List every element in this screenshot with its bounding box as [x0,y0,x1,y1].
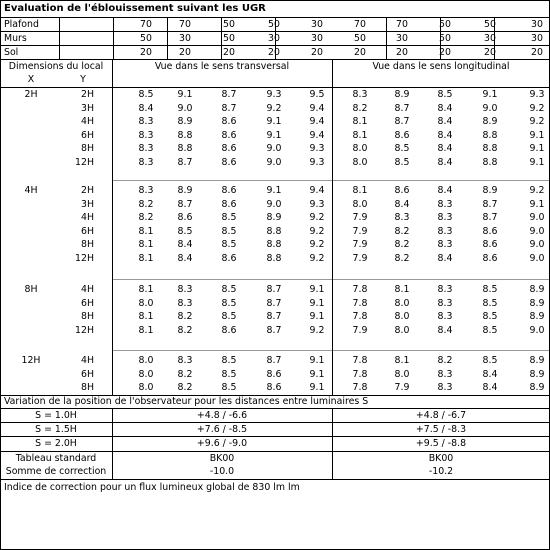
ugr-value-transversal: 9.2 [309,225,325,237]
ugr-value-transversal: 8.1 [138,284,154,295]
ugr-value-transversal: 8.3 [138,116,154,128]
ugr-value-longitudinal: 9.3 [529,89,545,100]
ugr-value-longitudinal: 8.3 [437,212,453,224]
correction-sum-label: Somme de correction [5,466,107,477]
ugr-value-transversal: 8.7 [221,89,237,100]
header-col-divider [59,17,60,59]
ugr-value-transversal: 8.3 [177,284,193,295]
variation-title-rule [1,408,549,409]
ugr-value-longitudinal: 8.0 [352,198,368,210]
variation-longitudinal: +7.5 / -8.3 [415,424,467,435]
ugr-value-longitudinal: 9.2 [529,185,545,196]
ugr-value-longitudinal: 8.4 [437,324,453,336]
group-x-label: 4H [24,185,38,196]
ugr-value-transversal: 8.7 [177,198,193,210]
ugr-value-transversal: 9.4 [309,185,325,196]
ugr-value-longitudinal: 8.0 [394,368,410,380]
ugr-value-transversal: 8.6 [221,198,237,210]
ugr-value-transversal: 8.8 [177,129,193,141]
row-y-label: 2H [80,185,94,196]
header-value: 20 [354,47,366,58]
ugr-value-transversal: 9.1 [309,368,325,380]
ugr-value-longitudinal: 8.3 [394,212,410,224]
ugr-value-longitudinal: 8.5 [482,284,498,295]
header-value: 30 [484,33,496,44]
header-value: 70 [179,19,191,30]
ugr-value-transversal: 8.4 [138,102,154,114]
ugr-value-longitudinal: 8.0 [394,311,410,323]
ugr-value-longitudinal: 9.0 [529,324,545,336]
ugr-value-longitudinal: 8.2 [437,355,453,366]
ugr-value-longitudinal: 8.9 [529,355,545,366]
ugr-value-transversal: 9.1 [309,311,325,323]
ugr-value-transversal: 9.2 [309,253,325,264]
ugr-value-longitudinal: 8.8 [482,157,498,168]
transversal-left-divider [112,59,113,395]
row-y-label: 12H [75,253,94,264]
ugr-value-transversal: 8.3 [177,297,193,309]
ugr-value-transversal: 8.6 [221,143,237,155]
ugr-value-transversal: 9.3 [309,198,325,210]
header-value: 20 [484,47,496,58]
ugr-value-longitudinal: 8.3 [437,297,453,309]
header-value: 50 [439,33,451,44]
ugr-value-transversal: 8.9 [177,116,193,128]
ugr-value-transversal: 8.5 [177,225,193,237]
ugr-value-transversal: 8.0 [138,355,154,366]
ugr-value-longitudinal: 8.9 [529,297,545,309]
ugr-value-transversal: 9.1 [177,89,193,100]
ugr-value-longitudinal: 8.2 [394,253,410,264]
variation-transversal: +4.8 / -6.6 [196,410,248,421]
correction-sum-transversal: -10.0 [209,466,235,477]
ugr-value-transversal: 8.7 [177,157,193,168]
ugr-value-transversal: 8.1 [138,253,154,264]
variation-label: S = 2.0H [35,438,77,449]
ugr-value-longitudinal: 7.9 [394,382,410,394]
ugr-value-transversal: 9.1 [309,297,325,309]
ugr-value-transversal: 8.9 [177,185,193,196]
ugr-value-longitudinal: 8.1 [352,116,368,128]
header-value: 50 [484,19,496,30]
ugr-value-longitudinal: 8.5 [437,89,453,100]
correction-sum-longitudinal: -10.2 [428,466,454,477]
ugr-value-transversal: 8.8 [177,143,193,155]
ugr-value-transversal: 8.2 [138,212,154,224]
ugr-value-longitudinal: 8.6 [482,225,498,237]
ugr-value-longitudinal: 8.0 [352,143,368,155]
longitudinal-left-divider [332,59,333,395]
ugr-value-transversal: 9.1 [266,185,282,196]
ugr-value-transversal: 8.3 [138,185,154,196]
row-y-label: 8H [80,143,94,155]
ugr-value-transversal: 9.3 [266,89,282,100]
ugr-value-transversal: 9.0 [266,198,282,210]
ugr-value-longitudinal: 7.8 [352,368,368,380]
row-y-label: 8H [80,311,94,323]
ugr-value-longitudinal: 9.0 [529,212,545,224]
header-row-label: Murs [4,33,27,44]
ugr-value-transversal: 8.2 [177,324,193,336]
ugr-value-transversal: 8.8 [266,253,282,264]
ugr-value-transversal: 9.1 [266,116,282,128]
header-col-divider [167,17,168,59]
ugr-value-longitudinal: 8.7 [482,198,498,210]
header-value: 70 [396,19,408,30]
ugr-value-transversal: 8.1 [138,311,154,323]
ugr-value-transversal: 8.6 [221,185,237,196]
ugr-value-transversal: 8.6 [221,157,237,168]
ugr-value-longitudinal: 8.0 [394,297,410,309]
header-value: 20 [311,47,323,58]
ugr-value-longitudinal: 8.9 [529,382,545,394]
ugr-value-transversal: 8.1 [138,324,154,336]
ugr-value-longitudinal: 8.7 [394,116,410,128]
ugr-value-longitudinal: 8.5 [482,324,498,336]
row-y-label: 8H [80,382,94,394]
ugr-value-longitudinal: 8.4 [394,198,410,210]
ugr-value-transversal: 9.5 [309,89,325,100]
ugr-value-transversal: 8.0 [138,382,154,394]
row-y-label: 2H [80,89,94,100]
ugr-value-transversal: 9.1 [309,355,325,366]
header-value: 20 [179,47,191,58]
row-y-label: 12H [75,324,94,336]
ugr-value-longitudinal: 8.3 [437,368,453,380]
ugr-value-longitudinal: 8.4 [437,102,453,114]
ugr-value-longitudinal: 7.9 [352,253,368,264]
ugr-value-transversal: 8.5 [221,311,237,323]
ugr-value-longitudinal: 8.4 [482,382,498,394]
ugr-value-transversal: 9.0 [266,143,282,155]
ugr-value-transversal: 9.4 [309,102,325,114]
header-col-divider [440,17,441,59]
row-y-label: 6H [80,297,94,309]
ugr-value-transversal: 8.3 [138,157,154,168]
dimensions-label: Dimensions du local [8,61,104,72]
ugr-value-transversal: 8.6 [221,324,237,336]
ugr-value-transversal: 9.4 [309,129,325,141]
ugr-value-longitudinal: 8.2 [394,225,410,237]
ugr-value-longitudinal: 9.0 [482,102,498,114]
ugr-value-transversal: 9.0 [266,157,282,168]
ugr-value-longitudinal: 8.9 [529,284,545,295]
header-col-divider [113,17,114,59]
ugr-value-transversal: 8.7 [266,297,282,309]
ugr-value-longitudinal: 9.0 [529,239,545,251]
header-value: 30 [268,33,280,44]
group-separator [112,180,332,181]
ugr-value-longitudinal: 9.1 [529,129,545,141]
ugr-value-longitudinal: 7.9 [352,225,368,237]
ugr-value-longitudinal: 8.5 [482,311,498,323]
ugr-value-transversal: 8.4 [177,239,193,251]
ugr-value-longitudinal: 7.8 [352,311,368,323]
ugr-value-longitudinal: 8.4 [437,129,453,141]
table-title: Evaluation de l'éblouissement suivant les UGR [4,3,266,14]
ugr-value-transversal: 8.5 [221,297,237,309]
standard-table-transversal: BK00 [209,453,235,464]
header-row-label: Plafond [4,19,39,30]
ugr-value-transversal: 9.2 [309,239,325,251]
ugr-value-transversal: 9.2 [309,324,325,336]
row-y-label: 4H [80,284,94,295]
variation-left-divider [112,408,113,479]
ugr-value-longitudinal: 8.5 [482,297,498,309]
ugr-value-longitudinal: 8.4 [437,143,453,155]
ugr-value-transversal: 8.5 [221,239,237,251]
ugr-value-transversal: 8.5 [138,89,154,100]
ugr-value-longitudinal: 8.3 [437,284,453,295]
ugr-value-longitudinal: 8.0 [352,157,368,168]
x-label: X [27,74,35,85]
header-value: 50 [354,33,366,44]
header-value: 70 [354,19,366,30]
ugr-value-transversal: 8.5 [221,284,237,295]
ugr-value-longitudinal: 8.9 [482,185,498,196]
ugr-value-longitudinal: 8.9 [394,89,410,100]
header-value: 50 [439,19,451,30]
ugr-value-longitudinal: 8.6 [482,253,498,264]
variation-label: S = 1.5H [35,424,77,435]
ugr-value-transversal: 8.7 [221,102,237,114]
ugr-value-transversal: 8.7 [266,355,282,366]
ugr-value-longitudinal: 9.0 [529,225,545,237]
header-col-divider [275,17,276,59]
header-value: 20 [223,47,235,58]
ugr-value-longitudinal: 8.5 [482,355,498,366]
ugr-value-transversal: 9.4 [309,116,325,128]
ugr-value-transversal: 8.9 [266,212,282,224]
ugr-value-longitudinal: 8.5 [394,157,410,168]
ugr-value-longitudinal: 8.6 [394,129,410,141]
group-separator [332,279,549,280]
ugr-value-longitudinal: 7.8 [352,382,368,394]
row-y-label: 6H [80,225,94,237]
ugr-value-longitudinal: 8.1 [352,185,368,196]
row-y-label: 6H [80,368,94,380]
footer-note: Indice de correction pour un flux lumineux global de 830 lm lm [4,482,300,493]
ugr-value-transversal: 9.3 [309,157,325,168]
ugr-value-longitudinal: 7.8 [352,297,368,309]
ugr-value-longitudinal: 8.7 [394,102,410,114]
ugr-value-transversal: 8.3 [138,129,154,141]
ugr-value-longitudinal: 9.0 [529,253,545,264]
header-value: 50 [223,19,235,30]
ugr-value-longitudinal: 8.1 [352,129,368,141]
ugr-value-longitudinal: 9.1 [482,89,498,100]
ugr-value-longitudinal: 8.4 [437,185,453,196]
header-value: 70 [140,19,152,30]
ugr-value-longitudinal: 7.9 [352,324,368,336]
ugr-value-transversal: 9.2 [309,212,325,224]
ugr-value-transversal: 8.3 [177,355,193,366]
standard-table-longitudinal: BK00 [428,453,454,464]
ugr-value-longitudinal: 8.6 [394,185,410,196]
ugr-value-transversal: 8.5 [221,368,237,380]
ugr-value-longitudinal: 8.6 [482,239,498,251]
ugr-value-transversal: 9.1 [266,129,282,141]
ugr-value-transversal: 8.6 [221,129,237,141]
ugr-value-longitudinal: 8.8 [482,129,498,141]
group-separator [112,279,332,280]
row-y-label: 4H [80,212,94,224]
ugr-value-transversal: 8.3 [138,143,154,155]
header-value: 50 [140,33,152,44]
ugr-value-transversal: 9.2 [266,102,282,114]
header-value: 20 [439,47,451,58]
header-value: 50 [223,33,235,44]
ugr-value-transversal: 9.1 [309,382,325,394]
ugr-value-longitudinal: 9.2 [529,116,545,128]
header-value: 30 [531,33,543,44]
ugr-value-transversal: 8.1 [138,239,154,251]
ugr-value-transversal: 8.0 [138,297,154,309]
row-y-label: 3H [80,198,94,210]
variation-transversal: +9.6 / -9.0 [196,438,248,449]
footer-rule [1,479,549,480]
ugr-value-transversal: 8.8 [266,239,282,251]
ugr-value-longitudinal: 8.0 [394,324,410,336]
ugr-value-longitudinal: 9.1 [529,143,545,155]
ugr-value-transversal: 8.2 [177,368,193,380]
ugr-value-transversal: 8.2 [177,311,193,323]
ugr-value-longitudinal: 8.3 [437,311,453,323]
ugr-value-longitudinal: 7.8 [352,355,368,366]
header-value: 30 [531,19,543,30]
group-separator [332,350,549,351]
row-y-label: 4H [80,355,94,366]
ugr-value-longitudinal: 8.7 [482,212,498,224]
ugr-value-transversal: 8.4 [177,253,193,264]
ugr-value-longitudinal: 8.3 [437,198,453,210]
group-x-label: 2H [24,89,38,100]
ugr-value-longitudinal: 8.8 [482,143,498,155]
ugr-value-transversal: 8.1 [138,225,154,237]
variation-longitudinal: +4.8 / -6.7 [415,410,467,421]
ugr-value-longitudinal: 8.2 [352,102,368,114]
variation-row-rule [1,422,549,423]
group-separator [112,350,332,351]
longitudinal-label: Vue dans le sens longitudinal [372,61,510,72]
group-x-label: 12H [21,355,41,366]
ugr-value-transversal: 9.0 [177,102,193,114]
ugr-value-transversal: 8.5 [221,382,237,394]
ugr-value-longitudinal: 8.4 [482,368,498,380]
ugr-value-transversal: 8.8 [266,225,282,237]
variation-mid-divider [332,408,333,479]
ugr-value-transversal: 8.5 [221,225,237,237]
standard-table-label: Tableau standard [15,453,97,464]
ugr-value-longitudinal: 7.9 [352,239,368,251]
ugr-value-longitudinal: 8.1 [394,355,410,366]
ugr-value-longitudinal: 8.3 [437,225,453,237]
ugr-value-longitudinal: 8.9 [529,311,545,323]
header-row-label: Sol [4,47,19,58]
ugr-value-transversal: 8.0 [138,368,154,380]
ugr-value-longitudinal: 8.3 [437,239,453,251]
group-x-label: 8H [24,284,38,295]
ugr-value-transversal: 8.2 [138,198,154,210]
row-y-label: 12H [75,157,94,168]
header-value: 30 [311,19,323,30]
ugr-value-longitudinal: 8.4 [437,157,453,168]
ugr-value-transversal: 8.5 [221,212,237,224]
header-col-divider [386,17,387,59]
ugr-value-transversal: 8.6 [177,212,193,224]
ugr-value-longitudinal: 7.8 [352,284,368,295]
ugr-value-longitudinal: 8.9 [482,116,498,128]
ugr-value-transversal: 9.3 [309,143,325,155]
ugr-value-longitudinal: 8.1 [394,284,410,295]
ugr-value-transversal: 8.6 [266,368,282,380]
header-value: 20 [268,47,280,58]
header-value: 30 [179,33,191,44]
row-y-label: 6H [80,129,94,141]
ugr-value-longitudinal: 9.2 [529,102,545,114]
ugr-value-transversal: 9.1 [309,284,325,295]
ugr-value-transversal: 8.7 [266,284,282,295]
variation-row-rule [1,436,549,437]
variation-longitudinal: +9.5 / -8.8 [415,438,467,449]
header-col-divider [221,17,222,59]
row-y-label: 3H [80,102,94,114]
group-separator [332,180,549,181]
variation-title: Variation de la position de l'observateur pour les distances entre luminaires S [4,396,369,407]
ugr-value-transversal: 8.6 [221,116,237,128]
transversal-label: Vue dans le sens transversal [154,61,290,72]
ugr-value-transversal: 8.6 [221,253,237,264]
row-y-label: 4H [80,116,94,128]
ugr-value-longitudinal: 8.5 [394,143,410,155]
variation-label: S = 1.0H [35,410,77,421]
ugr-value-longitudinal: 8.9 [529,368,545,380]
header-value: 20 [396,47,408,58]
y-label: Y [80,74,86,85]
ugr-value-longitudinal: 8.4 [437,253,453,264]
ugr-value-transversal: 8.7 [266,311,282,323]
header-value: 30 [396,33,408,44]
variation-transversal: +7.6 / -8.5 [196,424,248,435]
ugr-value-transversal: 8.6 [266,382,282,394]
ugr-value-transversal: 8.5 [221,355,237,366]
ugr-value-longitudinal: 7.9 [352,212,368,224]
header-value: 20 [140,47,152,58]
ugr-value-longitudinal: 8.3 [437,382,453,394]
ugr-value-longitudinal: 9.1 [529,198,545,210]
row-y-label: 8H [80,239,94,251]
header-value: 30 [311,33,323,44]
header-col-divider [494,17,495,59]
ugr-value-longitudinal: 8.3 [352,89,368,100]
header-value: 50 [268,19,280,30]
ugr-value-longitudinal: 8.2 [394,239,410,251]
ugr-value-longitudinal: 9.1 [529,157,545,168]
ugr-value-transversal: 8.7 [266,324,282,336]
header-value: 20 [531,47,543,58]
ugr-value-longitudinal: 8.4 [437,116,453,128]
ugr-value-transversal: 8.2 [177,382,193,394]
